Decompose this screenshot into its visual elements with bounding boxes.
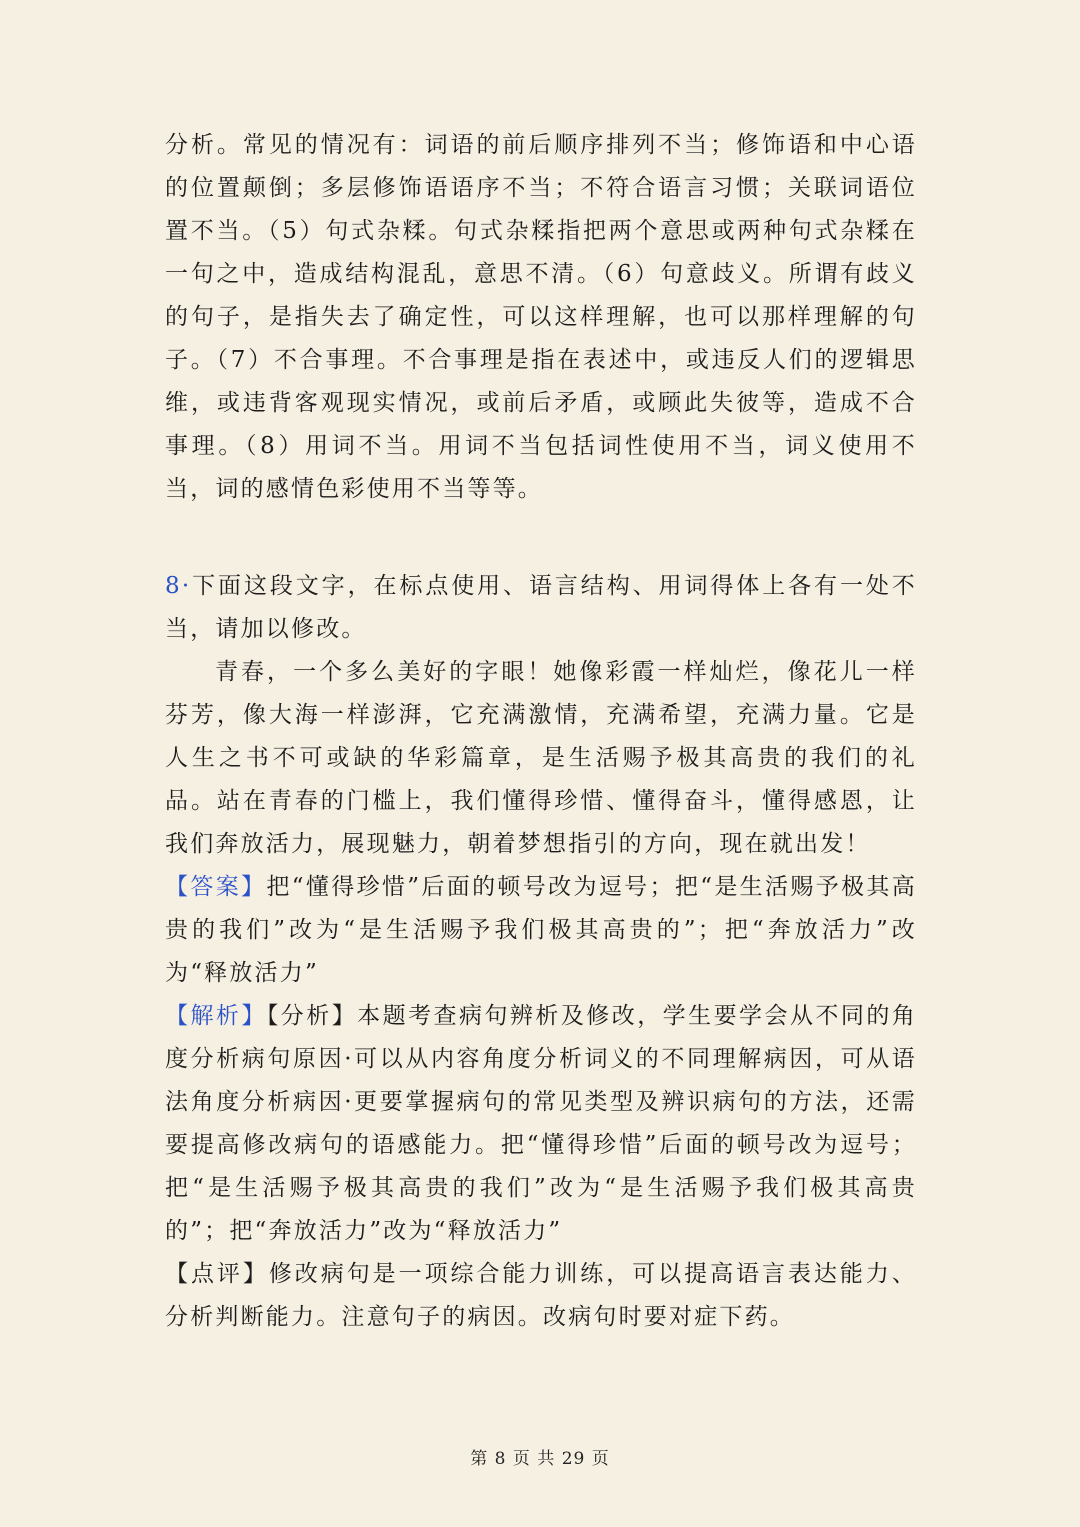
section-spacer [165, 511, 917, 565]
page-footer: 第 8 页 共 29 页 [470, 1449, 610, 1469]
question-8 [165, 565, 917, 651]
answer-text: 把“懂得珍惜”后面的顿号改为逗号；把“是生活赐予极其高贵的我们”改为“是生活赐予我们极其高贵的”；把“奔放活力”改为“释放活力” [165, 874, 917, 986]
analysis-block [165, 995, 917, 1253]
answer-tag: 【答案】 [165, 874, 267, 900]
comment-block: 【点评】修改病句是一项综合能力训练，可以提高语言表达能力、分析判断能力。注意句子的病因。改病句时要对症下药。 [165, 1261, 917, 1330]
answer-block [165, 866, 917, 995]
question-passage: 青春，一个多么美好的字眼！她像彩霞一样灿烂，像花儿一样芬芳，像大海一样澎湃，它充满激情，充满希望，充满力量。它是人生之书不可或缺的华彩篇章，是生活赐予极其高贵的我们的礼品。站在青春的门槛上，我们懂得珍惜、懂得奋斗，懂得感恩，让我们奔放活力，展现魅力，朝着梦想指引的方向，现在就出发！ [165, 659, 917, 857]
analysis-tag: 【解析】 [165, 1003, 267, 1029]
analysis-text: 【分析】本题考查病句辨析及修改，学生要学会从不同的角度分析病句原因·可以从内容角度分析词义的不同理解病因，可从语法角度分析病因·更要掌握病句的常见类型及辨识病句的方法，还需要提高修改病句的语感能力。把“懂得珍惜”后面的顿号改为逗号；把“是生活赐予极其高贵的我们”改为“是生活赐予我们极其高贵的”；把“奔放活力”改为“释放活力” [165, 1003, 917, 1244]
previous-analysis-continuation: 分析。常见的情况有：词语的前后顺序排列不当；修饰语和中心语的位置颠倒；多层修饰语语序不当；不符合语言习惯；关联词语位置不当。（5）句式杂糅。句式杂糅指把两个意思或两种句式杂糅在一句之中，造成结构混乱，意思不清。（6）句意歧义。所谓有歧义的句子，是指失去了确定性，可以这样理解，也可以那样理解的句子。（7）不合事理。不合事理是指在表述中，或违反人们的逻辑思维，或违背客观现实情况，或前后矛盾，或顾此失彼等，造成不合事理。（8）用词不当。用词不当包括词性使用不当，词义使用不当，词的感情色彩使用不当等等。 [165, 132, 917, 502]
document-body [165, 124, 917, 1339]
question-prompt: 下面这段文字，在标点使用、语言结构、用词得体上各有一处不当，请加以修改。 [165, 573, 917, 642]
question-number: 8· [165, 573, 192, 599]
